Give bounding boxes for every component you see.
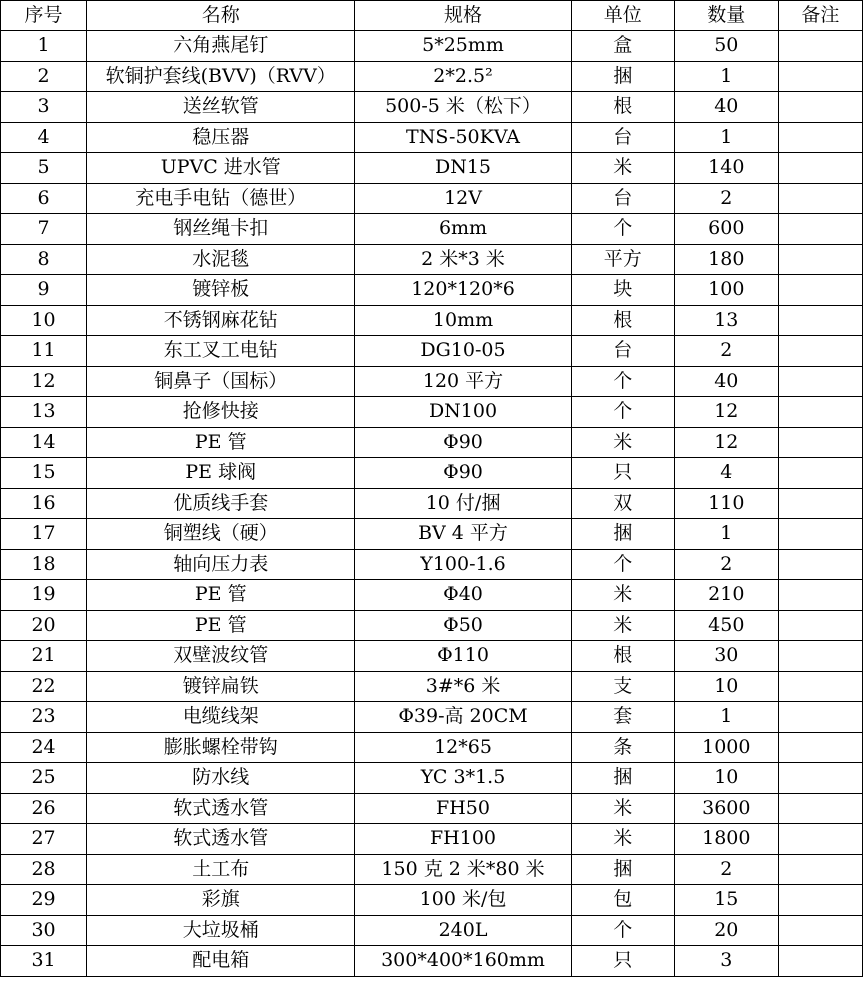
cell-unit: 台 <box>571 336 674 367</box>
cell-no: 17 <box>1 519 87 550</box>
cell-qty: 1 <box>674 122 778 153</box>
cell-note <box>778 885 862 916</box>
cell-unit: 条 <box>571 732 674 763</box>
cell-no: 28 <box>1 854 87 885</box>
cell-name: UPVC 进水管 <box>87 153 355 184</box>
cell-note <box>778 366 862 397</box>
cell-unit: 个 <box>571 915 674 946</box>
cell-qty: 40 <box>674 366 778 397</box>
cell-note <box>778 915 862 946</box>
cell-name: 铜鼻子（国标） <box>87 366 355 397</box>
cell-spec: 500-5 米（松下） <box>355 92 571 123</box>
cell-unit: 个 <box>571 549 674 580</box>
cell-no: 18 <box>1 549 87 580</box>
cell-name: 轴向压力表 <box>87 549 355 580</box>
cell-name: 软式透水管 <box>87 793 355 824</box>
cell-qty: 2 <box>674 549 778 580</box>
cell-spec: 150 克 2 米*80 米 <box>355 854 571 885</box>
cell-note <box>778 610 862 641</box>
cell-no: 26 <box>1 793 87 824</box>
cell-qty: 450 <box>674 610 778 641</box>
cell-name: 镀锌板 <box>87 275 355 306</box>
cell-qty: 140 <box>674 153 778 184</box>
cell-spec: 12V <box>355 183 571 214</box>
cell-qty: 50 <box>674 31 778 62</box>
cell-spec: Φ40 <box>355 580 571 611</box>
cell-qty: 210 <box>674 580 778 611</box>
cell-note <box>778 183 862 214</box>
table-row <box>1 366 863 397</box>
cell-no: 27 <box>1 824 87 855</box>
cell-note <box>778 305 862 336</box>
table-row <box>1 824 863 855</box>
cell-note <box>778 671 862 702</box>
cell-qty: 40 <box>674 92 778 123</box>
cell-unit: 平方 <box>571 244 674 275</box>
cell-spec: 3#*6 米 <box>355 671 571 702</box>
cell-spec: Y100-1.6 <box>355 549 571 580</box>
cell-unit: 米 <box>571 153 674 184</box>
cell-note <box>778 763 862 794</box>
table-row <box>1 915 863 946</box>
header-row <box>1 1 863 31</box>
cell-name: 防水线 <box>87 763 355 794</box>
cell-spec: 100 米/包 <box>355 885 571 916</box>
cell-name: PE 球阀 <box>87 458 355 489</box>
cell-note <box>778 793 862 824</box>
cell-name: PE 管 <box>87 610 355 641</box>
cell-no: 30 <box>1 915 87 946</box>
header-no: 序号 <box>1 1 87 31</box>
cell-spec: Φ110 <box>355 641 571 672</box>
cell-name: 钢丝绳卡扣 <box>87 214 355 245</box>
table-row <box>1 92 863 123</box>
cell-qty: 3600 <box>674 793 778 824</box>
cell-no: 2 <box>1 61 87 92</box>
cell-unit: 个 <box>571 366 674 397</box>
table-row <box>1 61 863 92</box>
table-row <box>1 549 863 580</box>
cell-qty: 600 <box>674 214 778 245</box>
cell-unit: 米 <box>571 580 674 611</box>
cell-qty: 180 <box>674 244 778 275</box>
cell-no: 20 <box>1 610 87 641</box>
cell-name: 镀锌扁铁 <box>87 671 355 702</box>
cell-no: 1 <box>1 31 87 62</box>
cell-name: 水泥毯 <box>87 244 355 275</box>
table-body <box>1 31 863 977</box>
cell-spec: 2 米*3 米 <box>355 244 571 275</box>
cell-no: 15 <box>1 458 87 489</box>
cell-spec: DN15 <box>355 153 571 184</box>
cell-qty: 30 <box>674 641 778 672</box>
cell-note <box>778 122 862 153</box>
table-row <box>1 122 863 153</box>
table-row <box>1 458 863 489</box>
cell-spec: Φ90 <box>355 427 571 458</box>
table-row <box>1 671 863 702</box>
table-row <box>1 214 863 245</box>
cell-unit: 块 <box>571 275 674 306</box>
cell-qty: 1000 <box>674 732 778 763</box>
cell-no: 11 <box>1 336 87 367</box>
cell-unit: 根 <box>571 305 674 336</box>
table-header <box>1 1 863 31</box>
table-row <box>1 854 863 885</box>
cell-note <box>778 580 862 611</box>
cell-qty: 100 <box>674 275 778 306</box>
header-name: 名称 <box>87 1 355 31</box>
table-row <box>1 427 863 458</box>
cell-unit: 台 <box>571 183 674 214</box>
cell-spec: 2*2.5² <box>355 61 571 92</box>
cell-name: 大垃圾桶 <box>87 915 355 946</box>
cell-note <box>778 61 862 92</box>
table-row <box>1 946 863 977</box>
cell-qty: 2 <box>674 854 778 885</box>
cell-note <box>778 488 862 519</box>
cell-unit: 双 <box>571 488 674 519</box>
cell-no: 25 <box>1 763 87 794</box>
cell-note <box>778 824 862 855</box>
cell-note <box>778 31 862 62</box>
cell-no: 12 <box>1 366 87 397</box>
cell-name: 配电箱 <box>87 946 355 977</box>
cell-qty: 1 <box>674 702 778 733</box>
cell-note <box>778 702 862 733</box>
cell-qty: 4 <box>674 458 778 489</box>
cell-note <box>778 427 862 458</box>
cell-spec: 300*400*160mm <box>355 946 571 977</box>
cell-qty: 10 <box>674 763 778 794</box>
cell-unit: 米 <box>571 793 674 824</box>
cell-unit: 套 <box>571 702 674 733</box>
cell-unit: 根 <box>571 92 674 123</box>
cell-qty: 2 <box>674 336 778 367</box>
table-row <box>1 305 863 336</box>
cell-no: 10 <box>1 305 87 336</box>
cell-no: 16 <box>1 488 87 519</box>
cell-name: PE 管 <box>87 580 355 611</box>
cell-name: 膨胀螺栓带钩 <box>87 732 355 763</box>
table-row <box>1 183 863 214</box>
table-row <box>1 732 863 763</box>
cell-note <box>778 732 862 763</box>
cell-note <box>778 854 862 885</box>
cell-note <box>778 275 862 306</box>
cell-name: PE 管 <box>87 427 355 458</box>
cell-unit: 个 <box>571 214 674 245</box>
cell-no: 3 <box>1 92 87 123</box>
cell-unit: 支 <box>571 671 674 702</box>
cell-name: 六角燕尾钉 <box>87 31 355 62</box>
cell-spec: Φ39-高 20CM <box>355 702 571 733</box>
cell-no: 13 <box>1 397 87 428</box>
cell-name: 抢修快接 <box>87 397 355 428</box>
cell-spec: 10mm <box>355 305 571 336</box>
cell-unit: 台 <box>571 122 674 153</box>
cell-note <box>778 519 862 550</box>
cell-spec: 5*25mm <box>355 31 571 62</box>
cell-unit: 盒 <box>571 31 674 62</box>
table-row <box>1 610 863 641</box>
cell-note <box>778 946 862 977</box>
cell-unit: 只 <box>571 458 674 489</box>
cell-name: 电缆线架 <box>87 702 355 733</box>
cell-note <box>778 549 862 580</box>
cell-spec: Φ50 <box>355 610 571 641</box>
header-note: 备注 <box>778 1 862 31</box>
cell-unit: 根 <box>571 641 674 672</box>
table-row <box>1 488 863 519</box>
cell-spec: DN100 <box>355 397 571 428</box>
cell-note <box>778 458 862 489</box>
cell-qty: 13 <box>674 305 778 336</box>
header-unit: 单位 <box>571 1 674 31</box>
cell-note <box>778 244 862 275</box>
cell-name: 东工叉工电钻 <box>87 336 355 367</box>
cell-no: 6 <box>1 183 87 214</box>
cell-unit: 米 <box>571 824 674 855</box>
cell-name: 土工布 <box>87 854 355 885</box>
cell-no: 31 <box>1 946 87 977</box>
cell-spec: 120*120*6 <box>355 275 571 306</box>
table-row <box>1 519 863 550</box>
cell-spec: DG10-05 <box>355 336 571 367</box>
cell-spec: 120 平方 <box>355 366 571 397</box>
cell-qty: 3 <box>674 946 778 977</box>
cell-spec: TNS-50KVA <box>355 122 571 153</box>
cell-name: 彩旗 <box>87 885 355 916</box>
cell-qty: 12 <box>674 397 778 428</box>
cell-unit: 捆 <box>571 854 674 885</box>
table-row <box>1 763 863 794</box>
cell-spec: FH50 <box>355 793 571 824</box>
table-row <box>1 397 863 428</box>
cell-spec: YC 3*1.5 <box>355 763 571 794</box>
cell-unit: 捆 <box>571 519 674 550</box>
table-row <box>1 641 863 672</box>
cell-spec: 12*65 <box>355 732 571 763</box>
table-row <box>1 275 863 306</box>
header-qty: 数量 <box>674 1 778 31</box>
cell-unit: 个 <box>571 397 674 428</box>
cell-qty: 1 <box>674 61 778 92</box>
table-row <box>1 336 863 367</box>
cell-qty: 1800 <box>674 824 778 855</box>
cell-name: 优质线手套 <box>87 488 355 519</box>
cell-note <box>778 397 862 428</box>
header-spec: 规格 <box>355 1 571 31</box>
cell-no: 4 <box>1 122 87 153</box>
cell-qty: 10 <box>674 671 778 702</box>
cell-name: 不锈钢麻花钻 <box>87 305 355 336</box>
table-row <box>1 580 863 611</box>
cell-name: 铜塑线（硬） <box>87 519 355 550</box>
cell-note <box>778 641 862 672</box>
cell-note <box>778 336 862 367</box>
cell-no: 21 <box>1 641 87 672</box>
cell-no: 7 <box>1 214 87 245</box>
cell-spec: 10 付/捆 <box>355 488 571 519</box>
cell-unit: 米 <box>571 610 674 641</box>
cell-spec: 240L <box>355 915 571 946</box>
cell-qty: 110 <box>674 488 778 519</box>
cell-unit: 只 <box>571 946 674 977</box>
cell-no: 19 <box>1 580 87 611</box>
cell-name: 稳压器 <box>87 122 355 153</box>
table-row <box>1 31 863 62</box>
cell-unit: 捆 <box>571 763 674 794</box>
cell-no: 29 <box>1 885 87 916</box>
cell-no: 8 <box>1 244 87 275</box>
cell-qty: 12 <box>674 427 778 458</box>
cell-unit: 捆 <box>571 61 674 92</box>
cell-name: 软铜护套线(BVV)（RVV） <box>87 61 355 92</box>
cell-name: 软式透水管 <box>87 824 355 855</box>
cell-note <box>778 153 862 184</box>
table-row <box>1 793 863 824</box>
cell-note <box>778 92 862 123</box>
cell-name: 双壁波纹管 <box>87 641 355 672</box>
cell-spec: Φ90 <box>355 458 571 489</box>
cell-no: 9 <box>1 275 87 306</box>
cell-no: 23 <box>1 702 87 733</box>
cell-name: 送丝软管 <box>87 92 355 123</box>
table-row <box>1 153 863 184</box>
cell-qty: 20 <box>674 915 778 946</box>
cell-note <box>778 214 862 245</box>
cell-spec: FH100 <box>355 824 571 855</box>
cell-unit: 米 <box>571 427 674 458</box>
cell-no: 5 <box>1 153 87 184</box>
table-row <box>1 885 863 916</box>
cell-qty: 1 <box>674 519 778 550</box>
cell-no: 14 <box>1 427 87 458</box>
cell-qty: 15 <box>674 885 778 916</box>
table-row <box>1 702 863 733</box>
table-row <box>1 244 863 275</box>
cell-no: 22 <box>1 671 87 702</box>
cell-spec: BV 4 平方 <box>355 519 571 550</box>
cell-name: 充电手电钻（德世） <box>87 183 355 214</box>
cell-unit: 包 <box>571 885 674 916</box>
cell-no: 24 <box>1 732 87 763</box>
cell-spec: 6mm <box>355 214 571 245</box>
cell-qty: 2 <box>674 183 778 214</box>
